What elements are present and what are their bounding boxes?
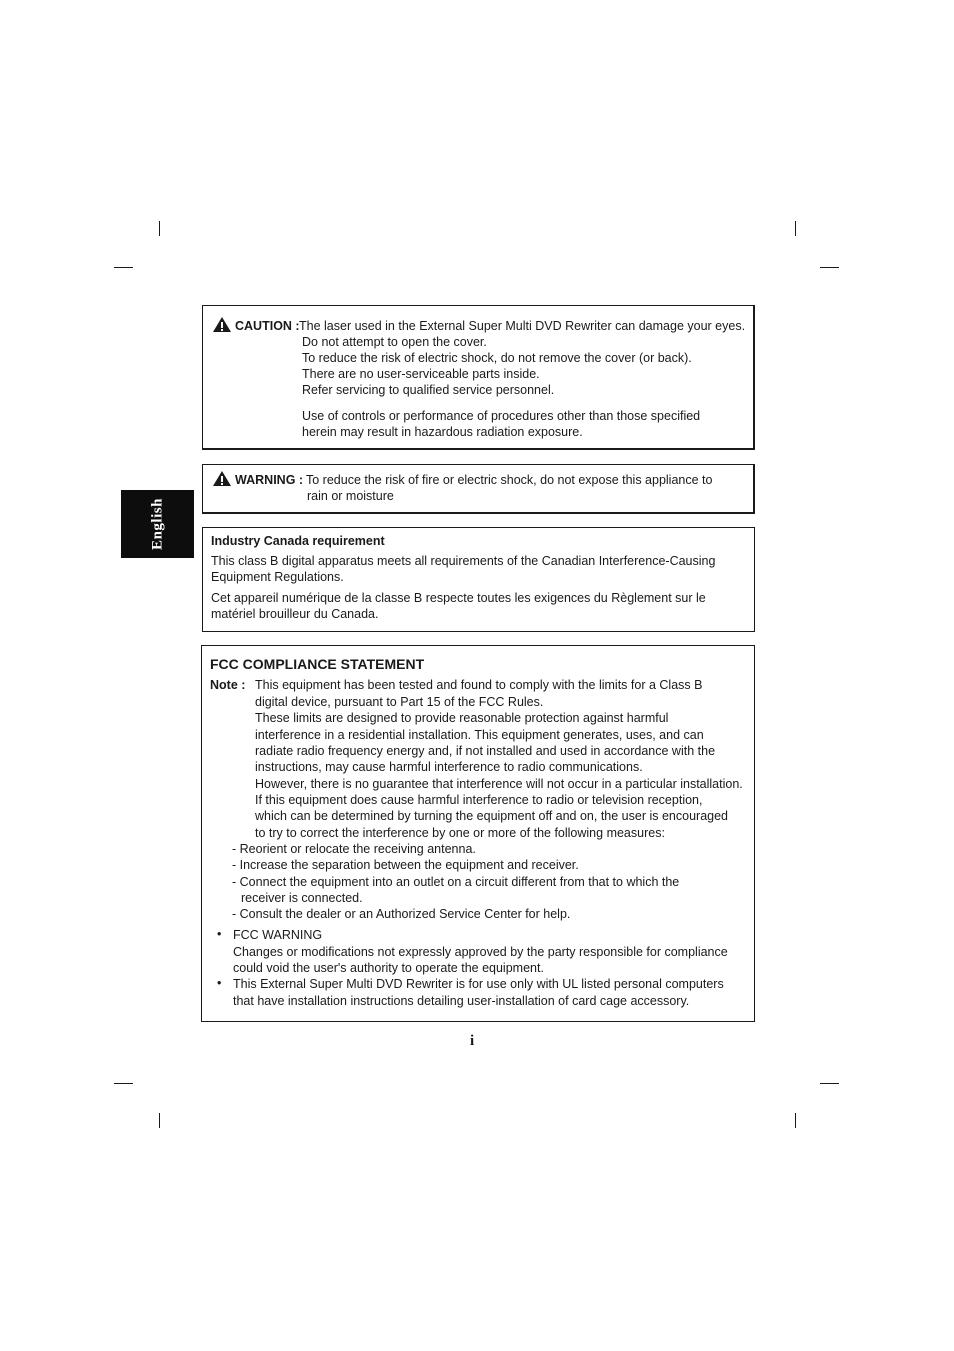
crop-mark: [159, 221, 160, 236]
warning-triangle-icon: [212, 470, 232, 487]
language-tab-label: English: [149, 498, 165, 550]
crop-mark: [795, 1113, 796, 1128]
caution-line: There are no user-serviceable parts inside.: [302, 367, 540, 381]
crop-mark: [114, 1083, 133, 1084]
language-tab: [121, 490, 194, 558]
industry-canada-title: Industry Canada requirement: [211, 534, 385, 548]
fcc-bullet-line: This External Super Multi DVD Rewriter is for use only with UL listed personal computers: [233, 977, 724, 991]
caution-extra-line: Use of controls or performance of procedures other than those specified: [302, 409, 701, 423]
fcc-note-line: However, there is no guarantee that interference will not occur in a particular installation.: [255, 777, 743, 791]
caution-line: The laser used in the External Super Multi DVD Rewriter can damage your eyes.: [299, 319, 746, 333]
fcc-note-line: instructions, may cause harmful interference to radio communications.: [255, 760, 643, 774]
caution-line: Refer servicing to qualified service personnel.: [302, 383, 555, 397]
industry-canada-en-line: This class B digital apparatus meets all requirements of the Canadian Interference-Causing: [211, 554, 716, 568]
fcc-note-line: radiate radio frequency energy and, if not installed and used in accordance with the: [255, 744, 716, 758]
fcc-note-line: interference in a residential installation. This equipment generates, uses, and can: [255, 728, 704, 742]
crop-mark: [820, 1083, 839, 1084]
warning-line: rain or moisture: [307, 489, 394, 503]
fcc-note-line: This equipment has been tested and found to comply with the limits for a Class B: [255, 678, 703, 692]
fcc-measure: receiver is connected.: [241, 891, 363, 905]
crop-mark: [159, 1113, 160, 1128]
caution-line: To reduce the risk of electric shock, do not remove the cover (or back).: [302, 351, 692, 365]
fcc-bullet-line: that have installation instructions detailing user-installation of card cage accessory.: [233, 994, 690, 1008]
caution-line: Do not attempt to open the cover.: [302, 335, 487, 349]
fcc-bullet-line: could void the user's authority to operate the equipment.: [233, 961, 544, 975]
fcc-note-line: If this equipment does cause harmful interference to radio or television reception,: [255, 793, 703, 807]
fcc-note-line: which can be determined by turning the equipment off and on, the user is encouraged: [255, 809, 728, 823]
industry-canada-fr-line: Cet appareil numérique de la classe B respecte toutes les exigences du Règlement sur le: [211, 591, 706, 605]
warning-label: WARNING :: [235, 473, 304, 487]
crop-mark: [114, 267, 133, 268]
caution-extra-line: herein may result in hazardous radiation exposure.: [302, 425, 583, 439]
fcc-note-label: Note :: [210, 678, 246, 692]
caution-label: CAUTION :: [235, 319, 300, 333]
page-number: i: [470, 1033, 475, 1049]
warning-line: To reduce the risk of fire or electric shock, do not expose this appliance to: [306, 473, 713, 487]
fcc-measure: - Connect the equipment into an outlet on a circuit different from that to which the: [232, 875, 680, 889]
fcc-note-line: These limits are designed to provide reasonable protection against harmful: [255, 711, 669, 725]
fcc-bullet-line: FCC WARNING: [233, 928, 323, 942]
fcc-measure: - Reorient or relocate the receiving antenna.: [232, 842, 476, 856]
fcc-title: FCC COMPLIANCE STATEMENT: [210, 656, 425, 672]
fcc-bullet-line: Changes or modifications not expressly approved by the party responsible for compliance: [233, 945, 728, 959]
bullet-icon: •: [217, 976, 222, 990]
crop-mark: [795, 221, 796, 236]
fcc-note-line: to try to correct the interference by one or more of the following measures:: [255, 826, 665, 840]
industry-canada-fr-line: matériel brouilleur du Canada.: [211, 607, 379, 621]
crop-mark: [820, 267, 839, 268]
warning-triangle-icon: [212, 316, 232, 333]
fcc-note-line: digital device, pursuant to Part 15 of the FCC Rules.: [255, 695, 544, 709]
industry-canada-en-line: Equipment Regulations.: [211, 570, 344, 584]
fcc-measure: - Increase the separation between the equipment and receiver.: [232, 858, 579, 872]
bullet-icon: •: [217, 927, 222, 941]
fcc-measure: - Consult the dealer or an Authorized Service Center for help.: [232, 907, 571, 921]
